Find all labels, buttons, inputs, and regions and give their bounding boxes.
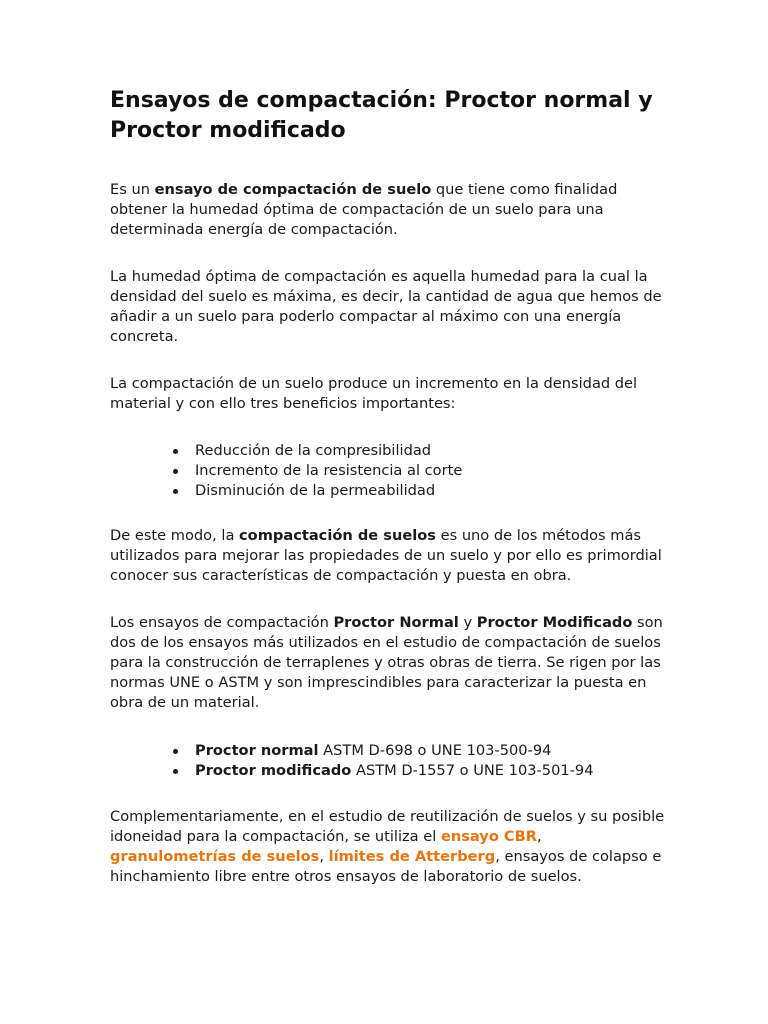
standard-item <box>195 761 668 781</box>
optimal-moisture-paragraph: La humedad óptima de compactación es aquella humedad para la cual la densidad del suelo es máxima, es decir, la cantidad de agua que hemos de añadir a un suelo para poderlo compactar al máximo con una energía concreta. <box>110 268 662 345</box>
standard-name: Proctor normal <box>195 742 319 759</box>
proctor-modified-term: Proctor Modificado <box>476 614 633 631</box>
standard-item <box>195 741 668 761</box>
intro-text-2: que tiene como finalidad obtener la humedad óptima de compactación de un suelo para una determinada energía de compactación. <box>110 181 618 238</box>
method-text-2: es uno de los métodos más utilizados para mejorar las propiedades de un suelo y por ello es primordial conocer sus características de compactación y puesta en obra. <box>110 527 662 584</box>
page-title: Ensayos de compactación: Proctor normal y Proctor modificado <box>110 88 653 143</box>
standard-spec: ASTM D-698 o UNE 103-500-94 <box>318 742 552 759</box>
benefits-intro-paragraph: La compactación de un suelo produce un incremento en la densidad del material y con ello tres beneficios importantes: <box>110 375 638 412</box>
intro-paragraph <box>110 180 668 240</box>
cbr-test-link[interactable]: ensayo CBR <box>440 828 538 845</box>
intro-bold-term: ensayo de compactación de suelo <box>154 181 432 198</box>
method-text-1: De este modo, la <box>110 527 240 544</box>
proctor-normal-term: Proctor Normal <box>333 614 459 631</box>
benefits-list <box>110 441 668 501</box>
benefit-item: Incremento de la resistencia al corte <box>195 461 668 481</box>
atterberg-limits-link[interactable]: límites de Atterberg <box>328 848 496 865</box>
proctor-tests-paragraph <box>110 613 668 713</box>
complementary-text-2: , ensayos de colapso e hinchamiento libre entre otros ensayos de laboratorio de suelos. <box>110 848 662 885</box>
standard-spec: ASTM D-1557 o UNE 103-501-94 <box>351 762 594 779</box>
proctor-text-2: y <box>458 614 477 631</box>
intro-text-1: Es un <box>110 181 155 198</box>
compaction-method-paragraph <box>110 526 668 586</box>
complementary-text-1: Complementariamente, en el estudio de reutilización de suelos y su posible idoneidad para la compactación, se utiliza el <box>110 808 665 845</box>
soil-granulometry-link[interactable]: granulometrías de suelos <box>110 848 320 865</box>
method-bold-term: compactación de suelos <box>239 527 436 544</box>
proctor-text-1: Los ensayos de compactación <box>110 614 334 631</box>
standards-list <box>110 741 668 781</box>
separator: , <box>319 848 329 865</box>
proctor-text-3: son dos de los ensayos más utilizados en el estudio de compactación de suelos para la construcción de terraplenes y otras obras de tierra. Se rigen por las normas UNE o ASTM y son imprescindibles para caracterizar la puesta en obra de un material. <box>110 614 663 711</box>
standard-name: Proctor modificado <box>195 762 352 779</box>
benefit-item: Reducción de la compresibilidad <box>195 441 668 461</box>
complementary-paragraph <box>110 807 668 887</box>
benefit-item: Disminución de la permeabilidad <box>195 481 668 501</box>
separator: , <box>537 828 542 845</box>
